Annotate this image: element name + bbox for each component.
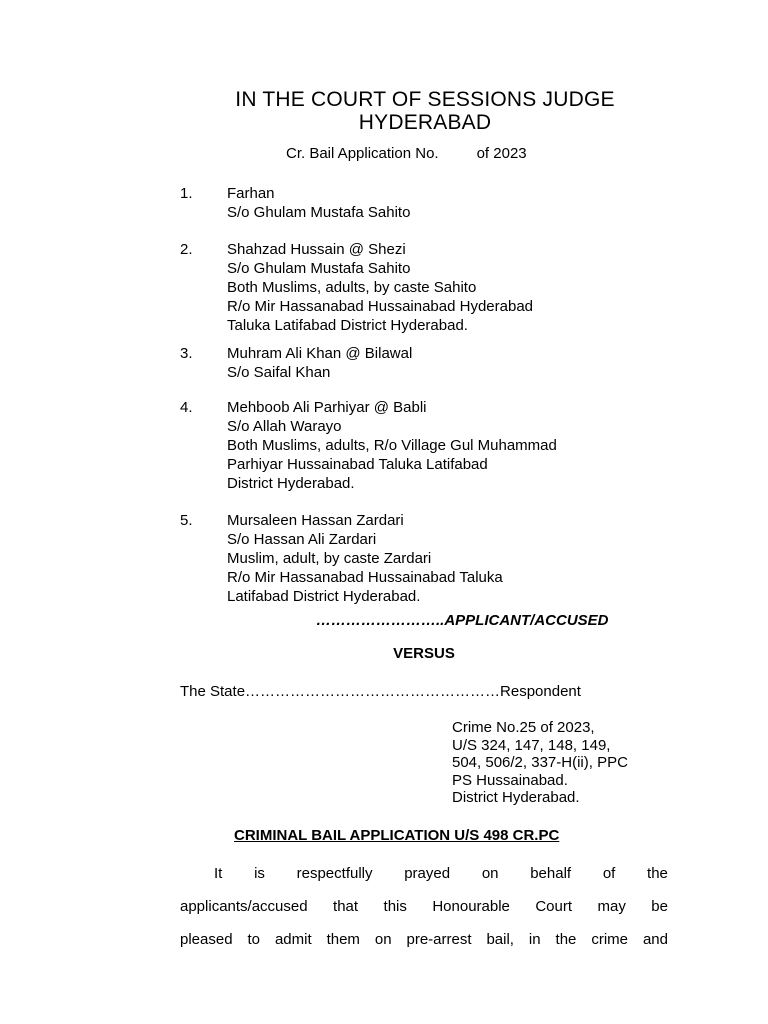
applicant-accused-label: ……………………..APPLICANT/ACCUSED [316, 612, 609, 629]
applicant-name: Farhan [227, 185, 275, 202]
applicant-address: Parhiyar Hussainabad Taluka Latifabad [227, 456, 488, 473]
applicant-address: R/o Mir Hassanabad Hussainabad Hyderabad [227, 298, 534, 315]
applicant-number: 5. [180, 512, 193, 529]
body-word: of [602, 865, 616, 882]
applicant-address: District Hyderabad. [227, 475, 355, 492]
body-word: the [555, 931, 577, 948]
body-word: this [383, 898, 407, 915]
versus-label: VERSUS [393, 645, 455, 662]
body-word: pre-arrest [406, 931, 472, 948]
body-word: to [247, 931, 260, 948]
body-word: admit [274, 931, 312, 948]
body-word: behalf [530, 865, 572, 882]
crime-number: Crime No.25 of 2023, [452, 719, 595, 736]
body-word: Honourable [432, 898, 510, 915]
applicant-number: 4. [180, 399, 193, 416]
body-line-2 [180, 898, 668, 915]
crime-sections-cont: 504, 506/2, 337-H(ii), PPC [452, 754, 628, 771]
crime-sections: U/S 324, 147, 148, 149, [452, 736, 611, 754]
applicant-detail: Both Muslims, adults, by caste Sahito [227, 279, 477, 296]
body-word: pleased [180, 931, 233, 948]
body-word: respectfully [296, 865, 373, 882]
court-title [0, 88, 768, 134]
body-word: is [254, 865, 265, 882]
applicant-parentage: S/o Ghulam Mustafa Sahito [227, 204, 411, 221]
applicant-address: Taluka Latifabad District Hyderabad. [227, 317, 468, 334]
applicant-parentage: S/o Hassan Ali Zardari [227, 531, 377, 548]
applicant-number: 1. [180, 185, 193, 202]
crime-details [452, 719, 628, 807]
body-word: in [528, 931, 541, 948]
body-word: and [642, 931, 668, 948]
applicant-name: Mehboob Ali Parhiyar @ Babli [227, 399, 427, 416]
body-word: them [326, 931, 360, 948]
applicant-address: R/o Mir Hassanabad Hussainabad Taluka [227, 569, 503, 586]
body-word: applicants/accused [180, 898, 308, 915]
applicant-name: Mursaleen Hassan Zardari [227, 512, 404, 529]
police-station: PS Hussainabad. [452, 771, 568, 789]
court-title-line2: HYDERABAD [358, 111, 492, 134]
body-word: crime [591, 931, 629, 948]
applicant-parentage: S/o Saifal Khan [227, 364, 331, 381]
body-line-3 [180, 931, 668, 948]
applicant-detail: Muslim, adult, by caste Zardari [227, 550, 432, 567]
body-word: that [333, 898, 359, 915]
body-word: on [374, 931, 392, 948]
application-number-prefix: Cr. Bail Application No. [286, 145, 439, 162]
crime-district: District Hyderabad. [452, 789, 580, 806]
applicant-parentage: S/o Ghulam Mustafa Sahito [227, 260, 411, 277]
body-word: be [651, 898, 668, 915]
applicant-detail: Both Muslims, adults, R/o Village Gul Muhammad [227, 437, 557, 454]
application-number-suffix: of 2023 [476, 145, 527, 162]
body-word: It [214, 865, 223, 882]
application-heading: CRIMINAL BAIL APPLICATION U/S 498 CR.PC [234, 827, 560, 844]
applicant-name: Shahzad Hussain @ Shezi [227, 241, 406, 258]
body-word: on [481, 865, 499, 882]
applicant-parentage: S/o Allah Warayo [227, 418, 342, 435]
body-word: Court [535, 898, 573, 915]
respondent-line: The State……………………………………………Respondent [180, 683, 581, 700]
applicant-number: 2. [180, 241, 193, 258]
applicant-number: 3. [180, 345, 193, 362]
applicant-name: Muhram Ali Khan @ Bilawal [227, 345, 413, 362]
body-word: prayed [404, 865, 451, 882]
body-word: bail, [486, 931, 514, 948]
body-line-1 [214, 865, 668, 882]
court-title-line1: IN THE COURT OF SESSIONS JUDGE [235, 88, 615, 111]
body-word: the [647, 865, 668, 882]
body-word: may [597, 898, 626, 915]
applicant-address: Latifabad District Hyderabad. [227, 588, 421, 605]
application-number [286, 145, 527, 162]
